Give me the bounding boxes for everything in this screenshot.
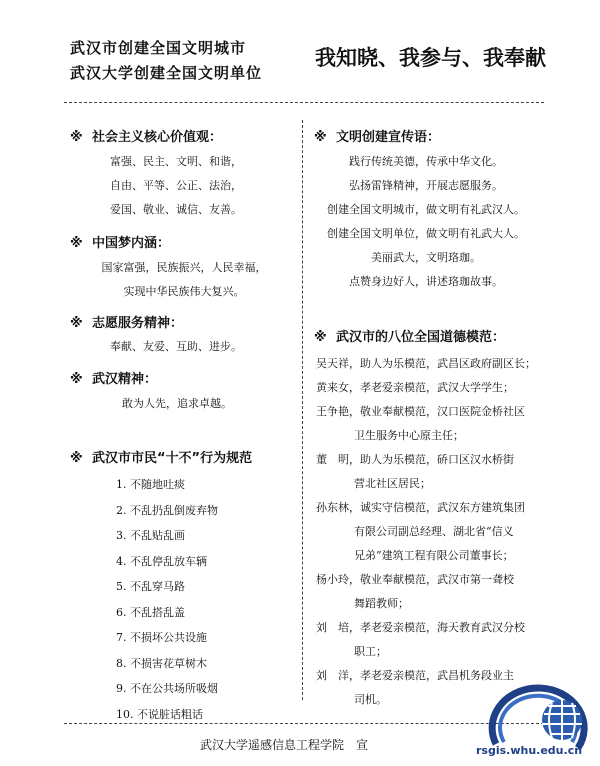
header-line-2: 武汉大学创建全国文明单位 [70,64,263,82]
column-divider [302,120,303,700]
slogan-line: 弘扬雷锋精神，开展志愿服务。 [349,179,503,192]
core-values-line: 爱国、敬业、诚信、友善。 [110,203,242,216]
model-entry [316,496,556,568]
china-dream-line: 实现中华民族伟大复兴。 [123,285,245,298]
model-entry-line: 兄弟”建筑工程有限公司董事长； [354,549,514,562]
model-entry-line: 王争艳，敬业奉献模范，汉口医院金桥社区 [316,405,525,418]
core-values-line: 自由、平等、公正、法治， [110,179,242,192]
model-entry-line: 舞蹈教师； [354,597,409,610]
model-entry-line: 孙东林，诚实守信模范，武汉东方建筑集团 [316,501,525,514]
model-entry-line: 董 明，助人为乐模范，硚口区汉水桥街 [316,453,514,466]
rule-item: 2. 不乱扔乱倒废弃物 [116,503,218,517]
slogan-line: 践行传统美德，传承中华文化。 [349,155,503,168]
rule-item: 8. 不损害花草树木 [116,656,207,670]
logo-url: rsgis.whu.edu.cn [476,744,583,757]
footer-publisher: 武汉大学遥感信息工程学院 宣 [200,738,369,752]
model-entry [316,376,556,400]
section-heading: 中国梦内涵： [92,236,171,251]
rule-item: 3. 不乱贴乱画 [116,529,185,542]
section-core-values [70,126,222,145]
moral-models-list [316,352,556,712]
slogan-line: 点赞身边好人，讲述珞珈故事。 [349,275,503,288]
model-entry [316,400,556,448]
china-dream-list [70,256,298,304]
model-entry-line: 黄来女，孝老爱亲模范，武汉大学学生； [316,381,514,394]
slogans-list [306,150,546,294]
model-entry [316,352,556,376]
core-values-line: 富强、民主、文明、和谐， [110,155,242,168]
china-dream-line: 国家富强，民族振兴，人民幸福， [101,261,267,274]
model-entry-line: 司机。 [354,693,387,706]
header-line-1: 武汉市创建全国文明城市 [70,39,247,57]
section-heading: 志愿服务精神： [92,316,184,331]
header-slogan: 我知晓、我参与、我奉献 [315,46,546,70]
model-entry [316,448,556,496]
section-ten-rules [70,447,252,466]
rule-item: 9. 不在公共场所吸烟 [116,682,218,695]
ten-rules-list [116,472,218,727]
section-heading: 文明创建宣传语： [336,130,441,145]
section-slogans [314,126,440,145]
model-entry-line: 刘 培，孝老爱亲模范，海天教育武汉分校 [316,621,525,634]
rule-item: 10. 不说脏话粗话 [116,707,203,721]
model-entry [316,568,556,616]
model-entry-line: 吴天祥，助人为乐模范，武昌区政府副区长； [316,357,536,370]
model-entry [316,616,556,664]
rule-item: 4. 不乱停乱放车辆 [116,554,207,568]
wuhan-spirit-list [122,392,232,416]
reference-mark-icon: ※ [70,130,83,145]
section-china-dream [70,232,170,251]
section-wuhan-spirit [70,368,157,387]
core-values-list [110,150,242,222]
top-divider [64,102,544,103]
rule-item: 7. 不损坏公共设施 [116,631,207,644]
slogan-line: 创建全国文明城市，做文明有礼武汉人。 [327,203,525,216]
rule-item: 5. 不乱穿马路 [116,580,185,593]
slogan-line: 美丽武大，文明珞珈。 [371,251,481,264]
section-heading: 社会主义核心价值观： [92,130,223,145]
model-entry-line: 刘 洋，孝老爱亲模范，武昌机务段业主 [316,669,514,682]
reference-mark-icon: ※ [70,236,83,251]
section-heading: 武汉市的八位全国道德模范： [336,330,506,345]
model-entry-line: 职工； [354,645,387,658]
reference-mark-icon: ※ [314,130,327,145]
rule-item: 1. 不随地吐痰 [116,478,185,491]
model-entry-line: 有限公司副总经理、湖北省“信义 [354,525,514,538]
rule-item: 6. 不乱搭乱盖 [116,605,185,619]
model-entry-line: 营北社区居民； [354,477,431,490]
reference-mark-icon: ※ [314,330,327,345]
model-entry-line: 卫生服务中心原主任； [354,429,464,442]
reference-mark-icon: ※ [70,451,83,466]
reference-mark-icon: ※ [70,372,83,387]
section-heading: 武汉市市民“十不”行为规范 [92,451,253,466]
reference-mark-icon: ※ [70,316,83,331]
section-heading: 武汉精神： [92,372,158,387]
wuhan-spirit-line: 敢为人先，追求卓越。 [122,397,232,410]
slogan-line: 创建全国文明单位，做文明有礼武大人。 [327,227,525,240]
volunteer-line: 奉献、友爱、互助、进步。 [110,340,242,353]
header-titles [70,36,310,86]
section-moral-models [314,326,505,345]
model-entry-line: 杨小玲，敬业奉献模范，武汉市第一聋校 [316,573,514,586]
volunteer-list [110,335,242,359]
section-volunteer [70,312,183,331]
